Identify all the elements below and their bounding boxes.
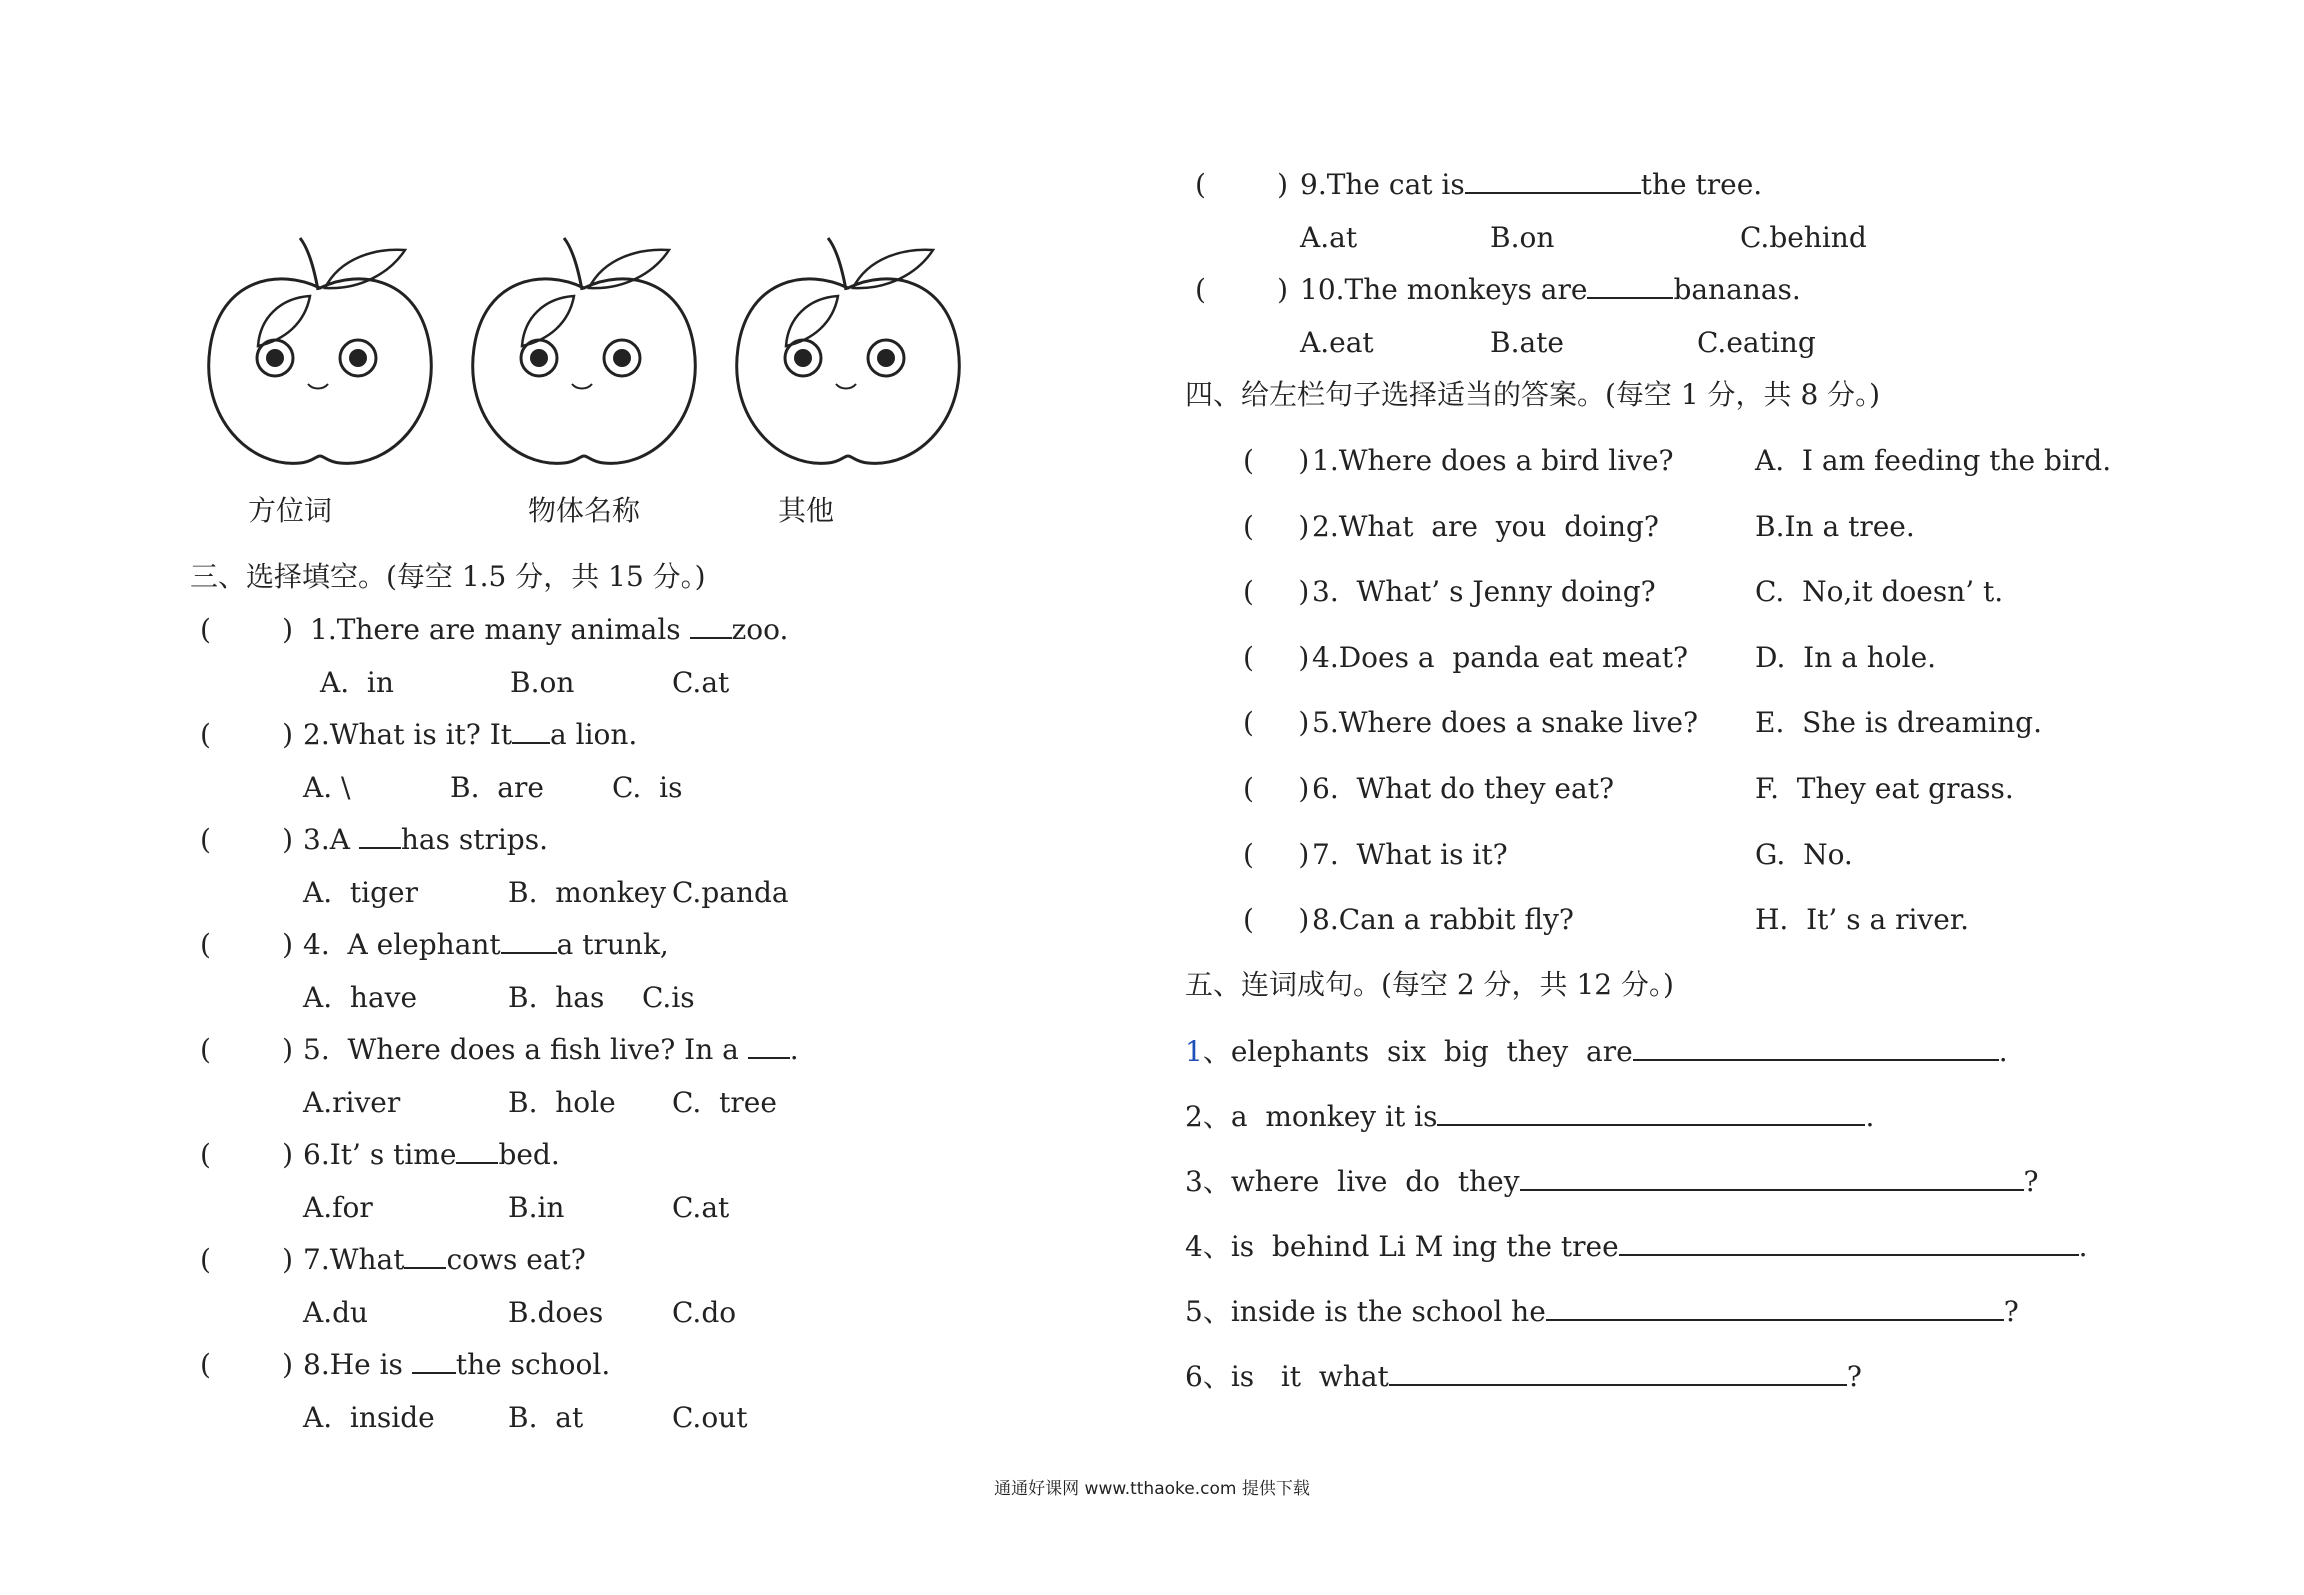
fill-blank[interactable] [748, 1033, 790, 1059]
match-left: 8.Can a rabbit fly? [1312, 903, 1574, 936]
answer-paren: ( ) [200, 1348, 294, 1381]
option: B. at [508, 1401, 584, 1434]
apple-label: 方位词 [248, 494, 333, 527]
option: A. tiger [303, 876, 419, 909]
answer-paren: ( ) [200, 718, 294, 751]
match-right: G. No. [1755, 838, 1853, 871]
fill-blank[interactable] [456, 1138, 498, 1164]
option: C.eating [1697, 326, 1816, 359]
option: A.river [303, 1086, 401, 1119]
answer-paren: ( ) [1195, 273, 1289, 306]
question: 9.The cat is the tree. [1300, 168, 1763, 201]
match-left: 5.Where does a snake live? [1312, 706, 1699, 739]
answer-paren: ( ) [1243, 641, 1310, 674]
option: B.in [508, 1191, 565, 1224]
answer-paren: ( ) [200, 823, 294, 856]
match-right: E. She is dreaming. [1755, 706, 2042, 739]
fill-blank[interactable] [412, 1348, 456, 1374]
match-right: B.In a tree. [1755, 510, 1915, 543]
answer-paren: ( ) [1243, 444, 1310, 477]
option: A. in [320, 666, 394, 699]
match-right: H. It’ s a river. [1755, 903, 1970, 936]
option: A. have [303, 981, 418, 1014]
question: 2.What is it? It a lion. [303, 718, 638, 751]
match-left: 6. What do they eat? [1312, 772, 1614, 805]
answer-line[interactable] [1520, 1165, 2024, 1191]
answer-line[interactable] [1619, 1230, 2079, 1256]
section-title: 四、给左栏句子选择适当的答案。(每空 1 分，共 8 分。) [1185, 378, 1881, 411]
option: A.du [303, 1296, 369, 1329]
option: C.do [672, 1296, 737, 1329]
sentence-item: 1、elephants six big they are . [1185, 1035, 2008, 1068]
fill-blank[interactable] [1587, 273, 1673, 299]
option: B.on [1490, 221, 1555, 254]
match-right: A. I am feeding the bird. [1755, 444, 2112, 477]
fill-blank[interactable] [512, 718, 550, 744]
answer-line[interactable] [1437, 1100, 1865, 1126]
match-right: C. No,it doesn’ t. [1755, 575, 2004, 608]
fill-blank[interactable] [404, 1243, 446, 1269]
apple-icon [728, 228, 968, 478]
option: C. is [612, 771, 683, 804]
answer-paren: ( ) [1243, 772, 1310, 805]
question: 1.There are many animals zoo. [310, 613, 789, 646]
option: C.at [672, 666, 730, 699]
option: B. hole [508, 1086, 616, 1119]
question: 7.What cows eat? [303, 1243, 586, 1276]
answer-line[interactable] [1389, 1360, 1847, 1386]
answer-paren: ( ) [200, 1243, 294, 1276]
answer-paren: ( ) [200, 928, 294, 961]
option: C. tree [672, 1086, 777, 1119]
option: A. \ [303, 771, 351, 804]
fill-blank[interactable] [359, 823, 401, 849]
answer-line[interactable] [1546, 1295, 2004, 1321]
answer-paren: ( ) [200, 1033, 294, 1066]
answer-paren: ( ) [1195, 168, 1289, 201]
fill-blank[interactable] [690, 613, 732, 639]
option: B. monkey [508, 876, 667, 909]
sentence-item: 6、is it what ? [1185, 1360, 1862, 1393]
option: C.at [672, 1191, 730, 1224]
answer-paren: ( ) [1243, 903, 1310, 936]
option: A.at [1300, 221, 1358, 254]
apple-label: 物体名称 [528, 494, 641, 527]
question: 5. Where does a fish live? In a . [303, 1033, 799, 1066]
option: C.out [672, 1401, 748, 1434]
match-left: 2.What are you doing? [1312, 510, 1659, 543]
fill-blank[interactable] [501, 928, 557, 954]
question: 6.It’ s time bed. [303, 1138, 560, 1171]
apple-label: 其他 [778, 494, 835, 527]
sentence-item: 5、inside is the school he ? [1185, 1295, 2019, 1328]
fill-blank[interactable] [1465, 168, 1641, 194]
sentence-item: 3、where live do they ? [1185, 1165, 2039, 1198]
answer-paren: ( ) [1243, 706, 1310, 739]
option: C.is [642, 981, 695, 1014]
match-right: F. They eat grass. [1755, 772, 2014, 805]
option: C.panda [672, 876, 789, 909]
option: B.ate [1490, 326, 1564, 359]
answer-line[interactable] [1633, 1035, 1999, 1061]
answer-paren: ( ) [200, 1138, 294, 1171]
option: C.behind [1740, 221, 1867, 254]
option: A.eat [1300, 326, 1374, 359]
question: 10.The monkeys are bananas. [1300, 273, 1801, 306]
question: 8.He is the school. [303, 1348, 611, 1381]
option: B. has [508, 981, 605, 1014]
footer-credit: 通通好课网 www.tthaoke.com 提供下载 [994, 1479, 1310, 1499]
option: B.on [510, 666, 575, 699]
section-title: 三、选择填空。(每空 1.5 分，共 15 分。) [190, 560, 706, 593]
answer-paren: ( ) [200, 613, 294, 646]
match-left: 4.Does a panda eat meat? [1312, 641, 1689, 674]
sentence-item: 4、is behind Li M ing the tree . [1185, 1230, 2088, 1263]
section-title: 五、连词成句。(每空 2 分，共 12 分。) [1185, 968, 1674, 1001]
apple-icon [200, 228, 440, 478]
answer-paren: ( ) [1243, 575, 1310, 608]
match-left: 1.Where does a bird live? [1312, 444, 1674, 477]
answer-paren: ( ) [1243, 838, 1310, 871]
apple-icon [464, 228, 704, 478]
match-right: D. In a hole. [1755, 641, 1937, 674]
option: A.for [303, 1191, 373, 1224]
question: 3.A has strips. [303, 823, 548, 856]
answer-paren: ( ) [1243, 510, 1310, 543]
question: 4. A elephant a trunk, [303, 928, 669, 961]
option: A. inside [303, 1401, 435, 1434]
option: B. are [450, 771, 544, 804]
sentence-item: 2、a monkey it is . [1185, 1100, 1875, 1133]
match-left: 7. What is it? [1312, 838, 1508, 871]
match-left: 3. What’ s Jenny doing? [1312, 575, 1656, 608]
option: B.does [508, 1296, 604, 1329]
